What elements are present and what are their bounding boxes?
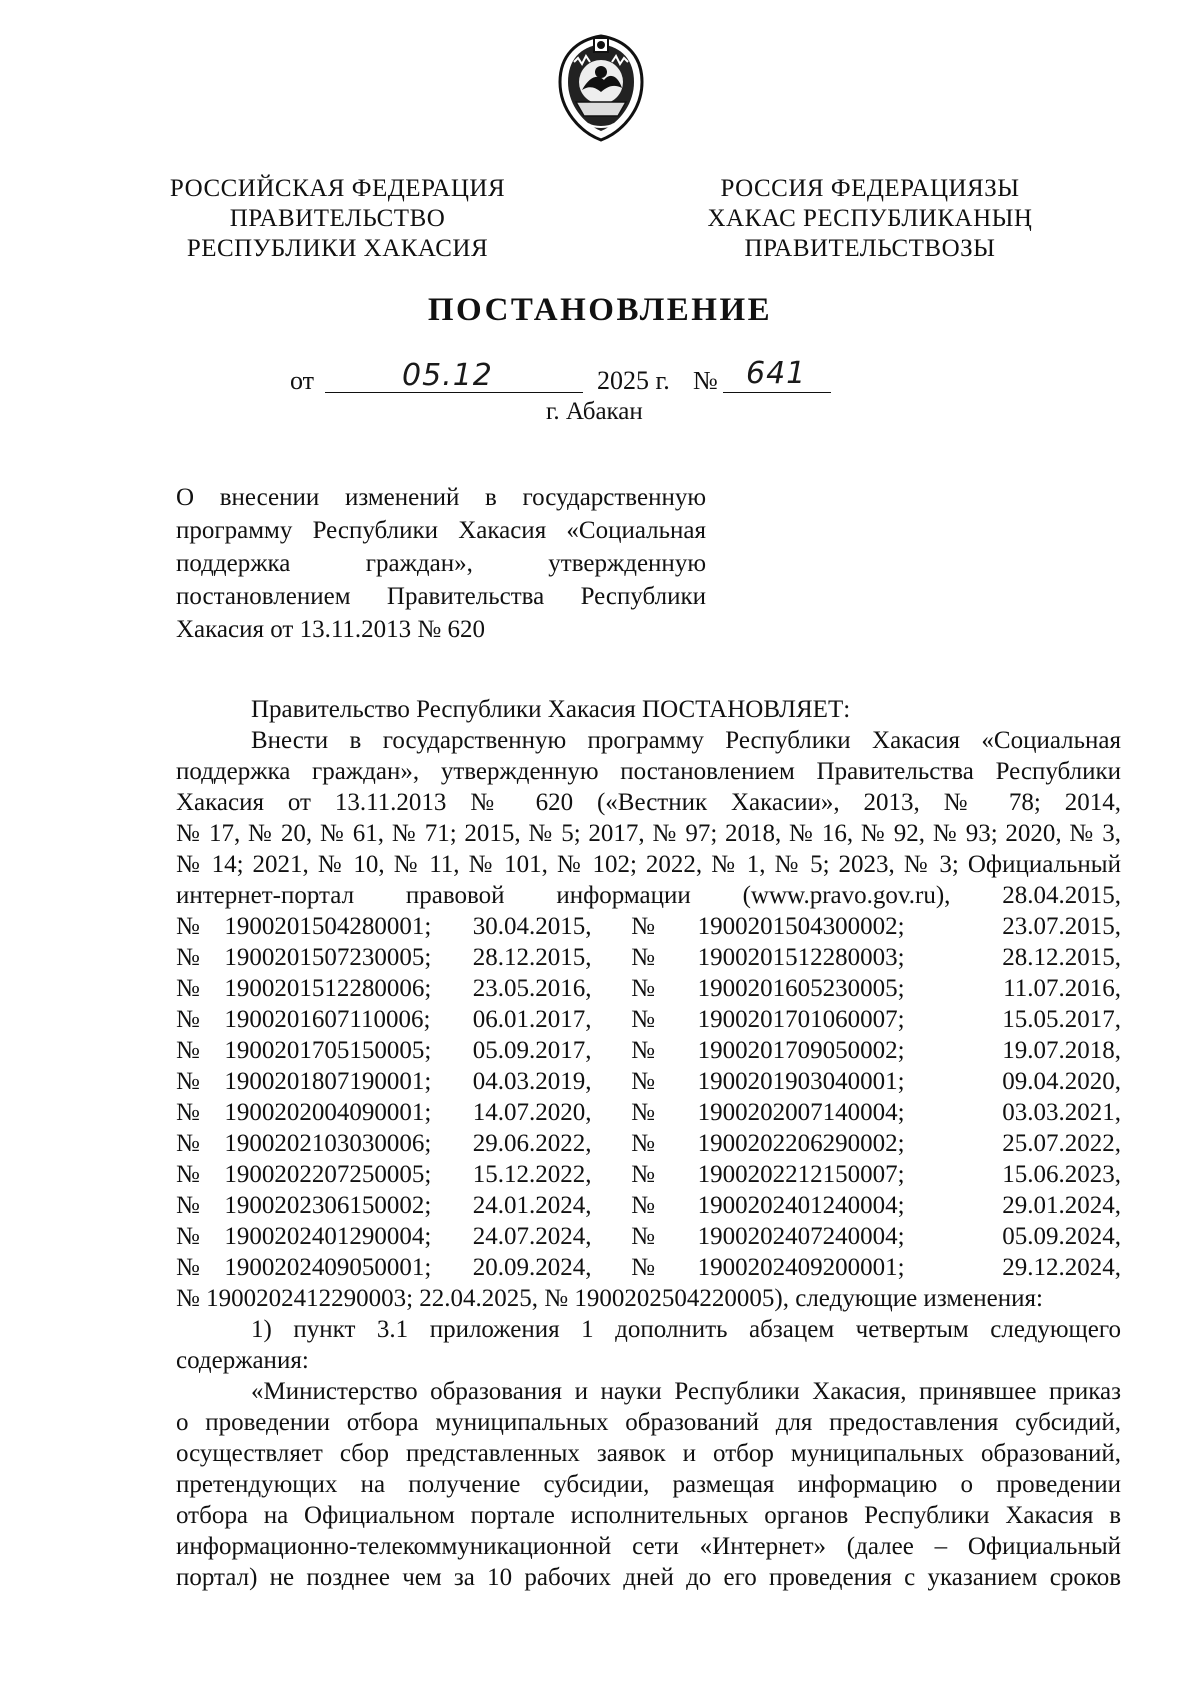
- body-line: поддержка граждан», утвержденную постановлением Правительства Республики: [176, 758, 1121, 785]
- number-underline: [723, 392, 831, 393]
- quote-line: о проведении отбора муниципальных образований для предоставления субсидий,: [176, 1409, 1121, 1436]
- subject-line: поддержка граждан», утвержденную: [176, 550, 706, 577]
- registry-cell: 30.04.2015,: [472, 913, 592, 940]
- registry-cell: 1900202409050001;: [224, 1254, 432, 1281]
- registry-row: [176, 1004, 1121, 1035]
- body-line: Хакасия от 13.11.2013 № 620 («Вестник Хакасии», 2013, № 78; 2014,: [176, 789, 1121, 816]
- registry-cell: 1900201709050002;: [697, 1037, 905, 1064]
- registry-row: [176, 1035, 1121, 1066]
- registry-row: [176, 942, 1121, 973]
- registry-cell: №: [631, 1254, 656, 1281]
- registry-cell: №: [631, 1099, 656, 1126]
- portal-word: интернет-портал: [176, 882, 355, 909]
- registry-cell: №: [631, 1037, 656, 1064]
- header-left-block: [150, 174, 525, 264]
- registry-cell: №: [631, 1068, 656, 1095]
- registry-cell: 09.04.2020,: [1002, 1068, 1121, 1095]
- portal-line: [176, 880, 1121, 911]
- registry-cell: №: [176, 1006, 200, 1033]
- registry-row: [176, 1252, 1121, 1283]
- registry-cell: №: [631, 1006, 656, 1033]
- registry-cell: 1900202409200001;: [697, 1254, 905, 1281]
- registry-cell: №: [176, 1099, 200, 1126]
- body-line: № 14; 2021, № 10, № 11, № 101, № 102; 2022, № 1, № 5; 2023, № 3; Официальный: [176, 851, 1121, 878]
- registry-cell: №: [176, 944, 200, 971]
- registry-cell: 1900202206290002;: [697, 1130, 905, 1157]
- header-left-line: ПРАВИТЕЛЬСТВО: [229, 205, 446, 232]
- document-title: ПОСТАНОВЛЕНИЕ: [427, 292, 773, 328]
- header-right-line: ПРАВИТЕЛЬСТВОЗЫ: [744, 235, 996, 262]
- registry-cell: 29.06.2022,: [472, 1130, 592, 1157]
- coat-of-arms-emblem: [554, 32, 648, 144]
- registry-cell: 1900202207250005;: [224, 1161, 432, 1188]
- registry-cell: 1900201903040001;: [697, 1068, 905, 1095]
- registry-cell: №: [176, 913, 200, 940]
- registry-cell: 1900201507230005;: [224, 944, 432, 971]
- portal-word: (www.pravo.gov.ru),: [742, 882, 951, 909]
- document-subject: [176, 481, 706, 646]
- registry-cell: №: [631, 975, 656, 1002]
- registry-cell: 1900201512280006;: [224, 975, 432, 1002]
- registry-cell: 24.07.2024,: [472, 1223, 592, 1250]
- registry-cell: 1900202103030006;: [224, 1130, 432, 1157]
- portal-word: правовой: [405, 882, 505, 909]
- registry-cell: 29.01.2024,: [1002, 1192, 1121, 1219]
- item1-line: содержания:: [176, 1347, 309, 1374]
- quote-line: отбора на Официальном портале исполнительных органов Республики Хакасия в: [176, 1502, 1121, 1529]
- registry-list: [176, 911, 1121, 1283]
- subject-line: постановлением Правительства Республики: [176, 583, 706, 610]
- registry-cell: 05.09.2017,: [472, 1037, 592, 1064]
- registry-cell: 1900201504300002;: [697, 913, 905, 940]
- registry-cell: №: [176, 1037, 200, 1064]
- registry-cell: №: [176, 1130, 200, 1157]
- registry-cell: №: [631, 1130, 656, 1157]
- registry-cell: 1900202212150007;: [697, 1161, 905, 1188]
- registry-cell: 11.07.2016,: [1003, 975, 1121, 1002]
- registry-cell: 1900202306150002;: [224, 1192, 432, 1219]
- registry-cell: 1900201701060007;: [697, 1006, 905, 1033]
- body-intro: Правительство Республики Хакасия ПОСТАНОВЛЯЕТ:: [251, 696, 851, 723]
- registry-cell: 06.01.2017,: [472, 1006, 592, 1033]
- city-name: г. Абакан: [546, 398, 643, 425]
- registry-cell: №: [176, 975, 200, 1002]
- date-year: 2025 г.: [597, 366, 670, 395]
- registry-cell: 23.05.2016,: [472, 975, 592, 1002]
- number-label: №: [693, 366, 718, 395]
- item1-line: 1) пункт 3.1 приложения 1 дополнить абзацем четвертым следующего: [251, 1316, 1121, 1343]
- registry-cell: 1900201807190001;: [224, 1068, 432, 1095]
- registry-row: [176, 973, 1121, 1004]
- registry-cell: 03.03.2021,: [1002, 1099, 1121, 1126]
- body-line: № 1900202412290003; 22.04.2025, № 1900202504220005), следующие изменения:: [176, 1285, 1043, 1312]
- subject-line: О внесении изменений в государственную: [176, 484, 706, 511]
- registry-cell: №: [631, 1223, 656, 1250]
- registry-cell: №: [631, 944, 656, 971]
- registry-cell: 1900202401290004;: [224, 1223, 432, 1250]
- header-right-line: ХАКАС РЕСПУБЛИКАНЫҢ: [707, 205, 1033, 232]
- registry-cell: №: [176, 1254, 200, 1281]
- registry-cell: №: [176, 1192, 200, 1219]
- registry-row: [176, 1066, 1121, 1097]
- registry-cell: №: [631, 1161, 656, 1188]
- header-right-line: РОССИЯ ФЕДЕРАЦИЯЗЫ: [720, 175, 1020, 202]
- registry-cell: 1900201607110006;: [224, 1006, 431, 1033]
- subject-line: Хакасия от 13.11.2013 № 620: [176, 616, 486, 643]
- registry-cell: 29.12.2024,: [1002, 1254, 1121, 1281]
- registry-cell: 05.09.2024,: [1002, 1223, 1121, 1250]
- body-line: Внести в государственную программу Республики Хакасия «Социальная: [251, 727, 1121, 754]
- registry-cell: №: [176, 1161, 200, 1188]
- registry-cell: 1900202004090001;: [224, 1099, 432, 1126]
- header-right-block: [690, 174, 1050, 264]
- registry-cell: 1900202007140004;: [697, 1099, 905, 1126]
- registry-cell: 1900201512280003;: [697, 944, 905, 971]
- registry-cell: 23.07.2015,: [1002, 913, 1121, 940]
- registry-cell: 20.09.2024,: [472, 1254, 592, 1281]
- registry-cell: 1900201705150005;: [224, 1037, 432, 1064]
- subject-line: программу Республики Хакасия «Социальная: [176, 517, 706, 544]
- document-body: [176, 694, 1121, 1593]
- portal-word: 28.04.2015,: [1002, 882, 1121, 909]
- date-from-label: от: [290, 366, 315, 395]
- registry-cell: 15.06.2023,: [1002, 1161, 1121, 1188]
- registry-cell: 28.12.2015,: [1002, 944, 1121, 971]
- registry-row: [176, 1159, 1121, 1190]
- registry-cell: 25.07.2022,: [1002, 1130, 1121, 1157]
- registry-cell: №: [176, 1068, 200, 1095]
- registry-cell: 1900202401240004;: [697, 1192, 905, 1219]
- registry-cell: 19.07.2018,: [1002, 1037, 1121, 1064]
- registry-cell: 1900202407240004;: [697, 1223, 905, 1250]
- registry-row: [176, 1128, 1121, 1159]
- header-left-line: РЕСПУБЛИКИ ХАКАСИЯ: [186, 235, 489, 262]
- registry-cell: 04.03.2019,: [472, 1068, 592, 1095]
- registry-row: [176, 1221, 1121, 1252]
- registry-row: [176, 1097, 1121, 1128]
- registry-cell: №: [631, 1192, 656, 1219]
- portal-word: информации: [556, 882, 691, 909]
- registry-cell: №: [176, 1223, 200, 1250]
- registry-row: [176, 1190, 1121, 1221]
- registry-cell: 15.12.2022,: [472, 1161, 592, 1188]
- registry-cell: 15.05.2017,: [1002, 1006, 1121, 1033]
- registry-cell: 1900201605230005;: [697, 975, 905, 1002]
- quote-line: информационно-телекоммуникационной сети «Интернет» (далее – Официальный: [176, 1533, 1121, 1560]
- header-left-line: РОССИЙСКАЯ ФЕДЕРАЦИЯ: [169, 175, 506, 202]
- body-line: № 17, № 20, № 61, № 71; 2015, № 5; 2017, № 97; 2018, № 16, № 92, № 93; 2020, № 3,: [176, 820, 1121, 847]
- registry-cell: 24.01.2024,: [472, 1192, 592, 1219]
- quote-line: осуществляет сбор представленных заявок и отбор муниципальных образований,: [176, 1440, 1121, 1467]
- handwritten-date: 05.12: [402, 358, 493, 393]
- registry-cell: 14.07.2020,: [472, 1099, 592, 1126]
- handwritten-number: 641: [746, 356, 807, 391]
- registry-cell: №: [631, 913, 656, 940]
- registry-row: [176, 911, 1121, 942]
- quote-line: «Министерство образования и науки Республики Хакасия, принявшее приказ: [251, 1378, 1121, 1405]
- quote-line: портал) не позднее чем за 10 рабочих дней до его проведения с указанием сроков: [176, 1564, 1121, 1591]
- registry-cell: 28.12.2015,: [472, 944, 592, 971]
- registry-cell: 1900201504280001;: [224, 913, 432, 940]
- quote-line: претендующих на получение субсидии, размещая информацию о проведении: [176, 1471, 1121, 1498]
